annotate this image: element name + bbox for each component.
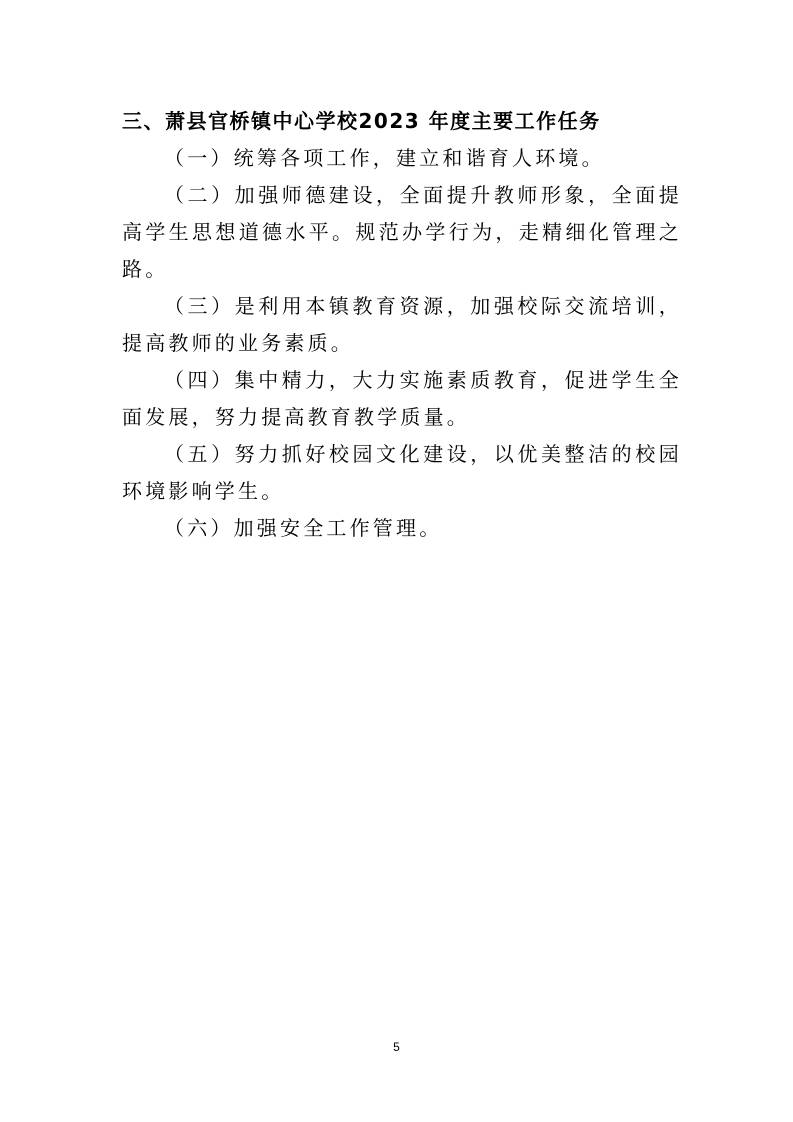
section-heading: 三、萧县官桥镇中心学校2023 年度主要工作任务 xyxy=(122,109,601,133)
paragraph-task-4: （四）集中精力，大力实施素质教育，促进学生全面发展，努力提高教育教学质量。 xyxy=(122,368,682,429)
page-number: 5 xyxy=(393,1040,400,1054)
paragraph-task-5: （五）努力抓好校园文化建设，以优美整洁的校园环境影响学生。 xyxy=(122,442,682,503)
paragraph-task-1: （一）统筹各项工作，建立和谐育人环境。 xyxy=(164,146,605,170)
paragraph-task-2: （二）加强师德建设，全面提升教师形象，全面提高学生思想道德水平。规范办学行为，走精细化管理之路。 xyxy=(122,183,682,281)
paragraph-task-3: （三）是利用本镇教育资源，加强校际交流培训，提高教师的业务素质。 xyxy=(122,294,682,355)
paragraph-task-6: （六）加强安全工作管理。 xyxy=(164,516,443,540)
document-body xyxy=(122,103,682,547)
